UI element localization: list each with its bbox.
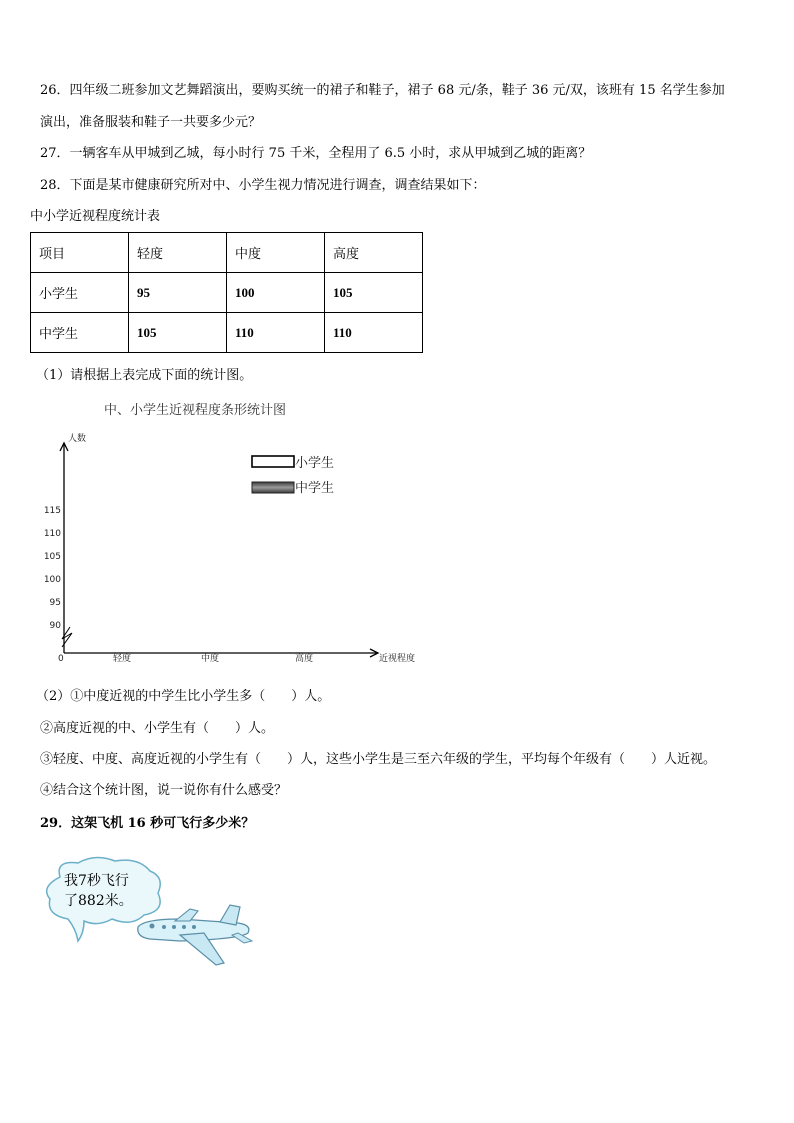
airplane-illustration	[40, 855, 260, 975]
legend-label-primary: 小学生	[295, 456, 335, 471]
table-header-cell: 高度	[325, 233, 423, 273]
q28-sub1: （1）请根据上表完成下面的统计图。	[36, 368, 253, 383]
table-cell: 95	[129, 273, 227, 313]
y-tick-label: 105	[43, 552, 61, 562]
origin-label: 0	[58, 654, 64, 664]
table-cell: 小学生	[31, 273, 129, 313]
chart-title: 中、小学生近视程度条形统计图	[104, 403, 287, 418]
x-tick-label: 中度	[200, 654, 220, 664]
table-cell: 110	[325, 313, 423, 353]
x-tick-label: 轻度	[112, 654, 132, 664]
table-row	[31, 273, 423, 313]
x-axis-label: 近视程度	[379, 654, 416, 664]
table-header-cell: 中度	[227, 233, 325, 273]
y-tick-label: 110	[43, 529, 61, 539]
table-header-cell: 项目	[31, 233, 129, 273]
table-title: 中小学近视程度统计表	[30, 209, 161, 224]
y-tick-label: 100	[43, 575, 61, 585]
q28-sub2-c: ③轻度、中度、高度近视的小学生有（ ）人，这些小学生是三至六年级的学生，平均每个年级有（ ）人近视。	[40, 752, 717, 767]
bar-chart	[30, 395, 416, 677]
q26-line2: 演出，准备服装和鞋子一共要多少元？	[40, 115, 262, 130]
table-cell: 100	[227, 273, 325, 313]
legend-label-secondary: 中学生	[295, 481, 335, 496]
q28-intro: 28．下面是某市健康研究所对中、小学生视力情况进行调查，调查结果如下：	[40, 178, 486, 193]
table-cell: 105	[325, 273, 423, 313]
q28-sub2-a: （2）①中度近视的中学生比小学生多（ ）人。	[36, 689, 331, 704]
legend-swatch-secondary	[252, 482, 294, 493]
q28-sub2-d: ④结合这个统计图，说一说你有什么感受？	[40, 783, 288, 798]
myopia-table	[30, 232, 423, 353]
bubble-text-line1: 我7秒飞行	[64, 873, 129, 889]
q26-line1: 26．四年级二班参加文艺舞蹈演出，要购买统一的裙子和鞋子，裙子 68 元/条，鞋子 36 元/双，该班有 15 名学生参加	[40, 83, 725, 98]
legend-swatch-primary	[252, 456, 294, 467]
x-tick-label: 高度	[294, 654, 314, 664]
q28-sub2-b: ②高度近视的中、小学生有（ ）人。	[40, 721, 275, 736]
table-header-cell: 轻度	[129, 233, 227, 273]
table-row	[31, 313, 423, 353]
q29-text: 29．这架飞机 16 秒可飞行多少米？	[40, 816, 255, 831]
airplane-icon	[138, 905, 252, 965]
q27-text: 27．一辆客车从甲城到乙城，每小时行 75 千米，全程用了 6.5 小时，求从甲城到乙城的距离？	[40, 146, 592, 161]
table-header-row	[31, 233, 423, 273]
y-tick-label: 90	[49, 621, 61, 631]
y-axis-label: 人数	[68, 434, 87, 444]
y-tick-label: 95	[49, 598, 61, 608]
y-tick-label: 115	[43, 506, 61, 516]
table-cell: 110	[227, 313, 325, 353]
table-cell: 中学生	[31, 313, 129, 353]
bubble-text-line2: 了882米。	[64, 893, 133, 909]
table-cell: 105	[129, 313, 227, 353]
